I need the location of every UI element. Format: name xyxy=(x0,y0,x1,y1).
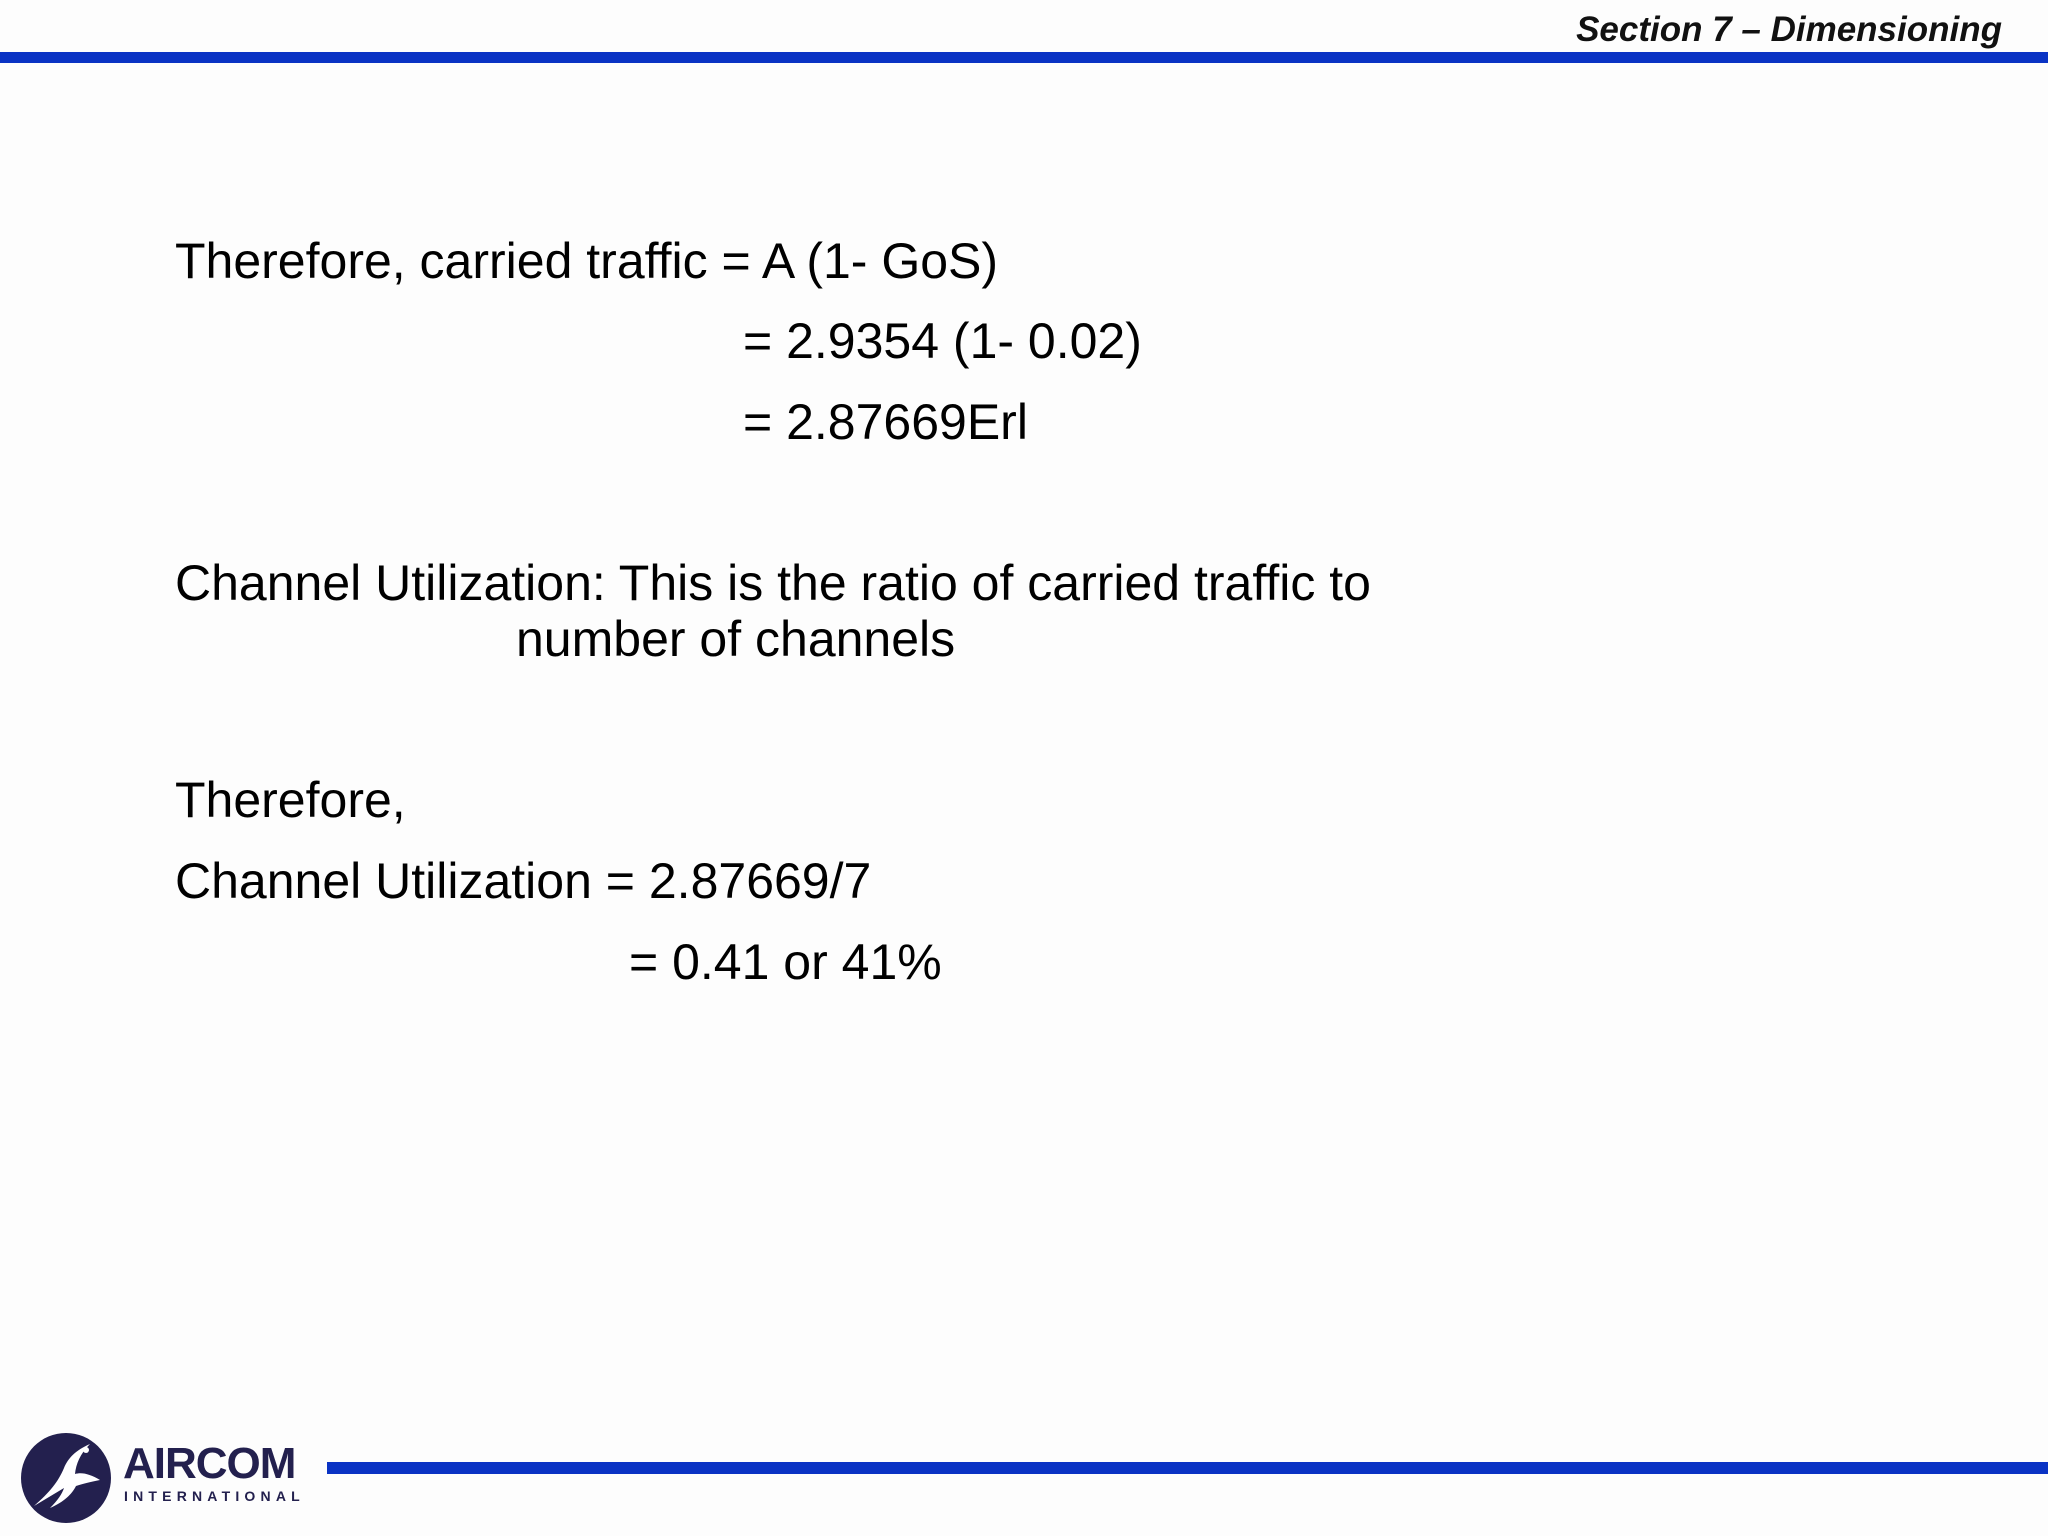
logo-subtitle: INTERNATIONAL xyxy=(124,1488,305,1504)
aircom-logo xyxy=(20,1432,320,1524)
footer-divider xyxy=(327,1462,2048,1474)
header-divider xyxy=(0,52,2048,63)
section-title: Section 7 – Dimensioning xyxy=(1576,10,2002,49)
channel-utilization-definition: Channel Utilization: This is the ratio of carried traffic to xyxy=(175,555,1371,611)
channel-utilization-result: = 0.41 or 41% xyxy=(629,934,942,990)
carried-traffic-formula: Therefore, carried traffic = A (1- GoS) xyxy=(175,233,999,289)
bird-in-circle-icon xyxy=(20,1432,112,1524)
carried-traffic-substitution: = 2.9354 (1- 0.02) xyxy=(743,313,1142,369)
channel-utilization-formula: Channel Utilization = 2.87669/7 xyxy=(175,853,872,909)
channel-utilization-definition-continued: number of channels xyxy=(516,611,956,667)
therefore-label: Therefore, xyxy=(175,772,406,828)
logo-wordmark: AIRCOM xyxy=(123,1439,296,1488)
carried-traffic-result: = 2.87669Erl xyxy=(743,394,1028,450)
